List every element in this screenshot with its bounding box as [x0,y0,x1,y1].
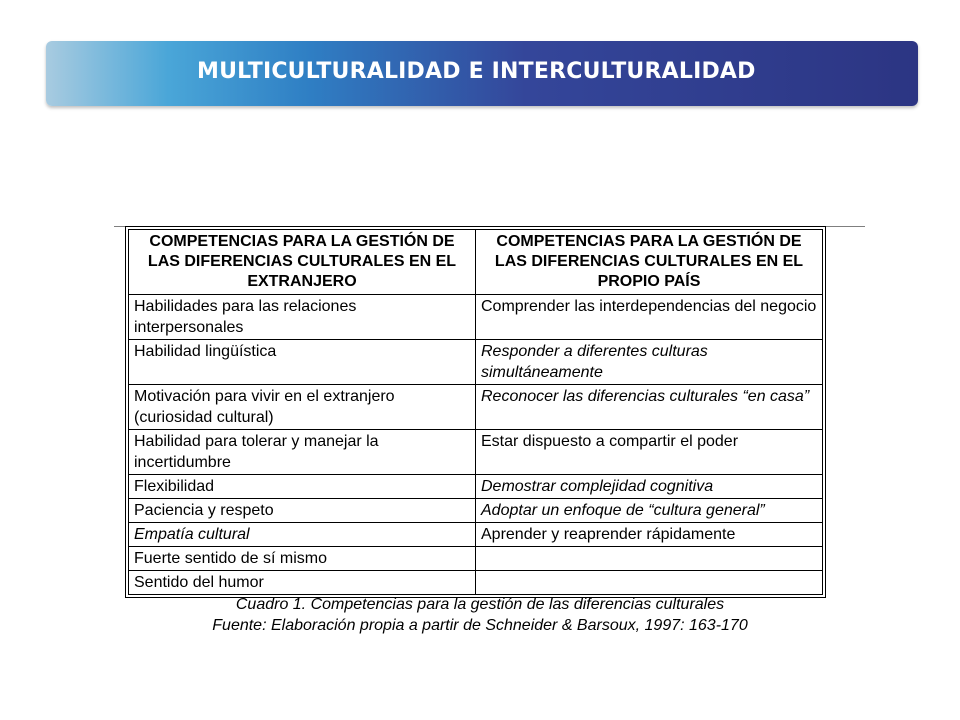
table-cell: Comprender las interdependencias del negocio [476,295,823,340]
table-row [129,295,823,340]
table-cell: Sentido del humor [129,571,476,595]
table-cell: Aprender y reaprender rápidamente [476,523,823,547]
table-row [129,523,823,547]
table-caption [120,594,840,636]
table-cell: Paciencia y respeto [129,499,476,523]
page-title: MULTICULTURALIDAD E INTERCULTURALIDAD [197,59,756,84]
table-cell: Habilidades para las relaciones interpersonales [129,295,476,340]
table-cell: Flexibilidad [129,475,476,499]
column-header-extranjero: COMPETENCIAS PARA LA GESTIÓN DE LAS DIFERENCIAS CULTURALES EN EL EXTRANJERO [129,230,476,295]
table-row [129,571,823,595]
table-cell [476,547,823,571]
caption-title: Cuadro 1. Competencias para la gestión de las diferencias culturales [235,596,725,613]
table-row [129,430,823,475]
table-row [129,547,823,571]
table-cell: Habilidad lingüística [129,340,476,385]
column-header-propio-pais: COMPETENCIAS PARA LA GESTIÓN DE LAS DIFERENCIAS CULTURALES EN EL PROPIO PAÍS [476,230,823,295]
competencies-table [128,229,823,595]
table-cell: Demostrar complejidad cognitiva [476,475,823,499]
table-row [129,340,823,385]
table-cell: Estar dispuesto a compartir el poder [476,430,823,475]
table-cell: Responder a diferentes culturas simultáneamente [476,340,823,385]
table-cell: Fuerte sentido de sí mismo [129,547,476,571]
competencies-table-frame [125,226,826,598]
table-cell: Reconocer las diferencias culturales “en casa” [476,385,823,430]
table-cell: Habilidad para tolerar y manejar la incertidumbre [129,430,476,475]
table-row [129,475,823,499]
table-row [129,499,823,523]
table-header-row [129,230,823,295]
table-cell [476,571,823,595]
table-row [129,385,823,430]
caption-source: Fuente: Elaboración propia a partir de Schneider & Barsoux, 1997: 163-170 [212,617,748,634]
table-cell: Empatía cultural [129,523,476,547]
table-cell: Motivación para vivir en el extranjero (curiosidad cultural) [129,385,476,430]
table-cell: Adoptar un enfoque de “cultura general” [476,499,823,523]
